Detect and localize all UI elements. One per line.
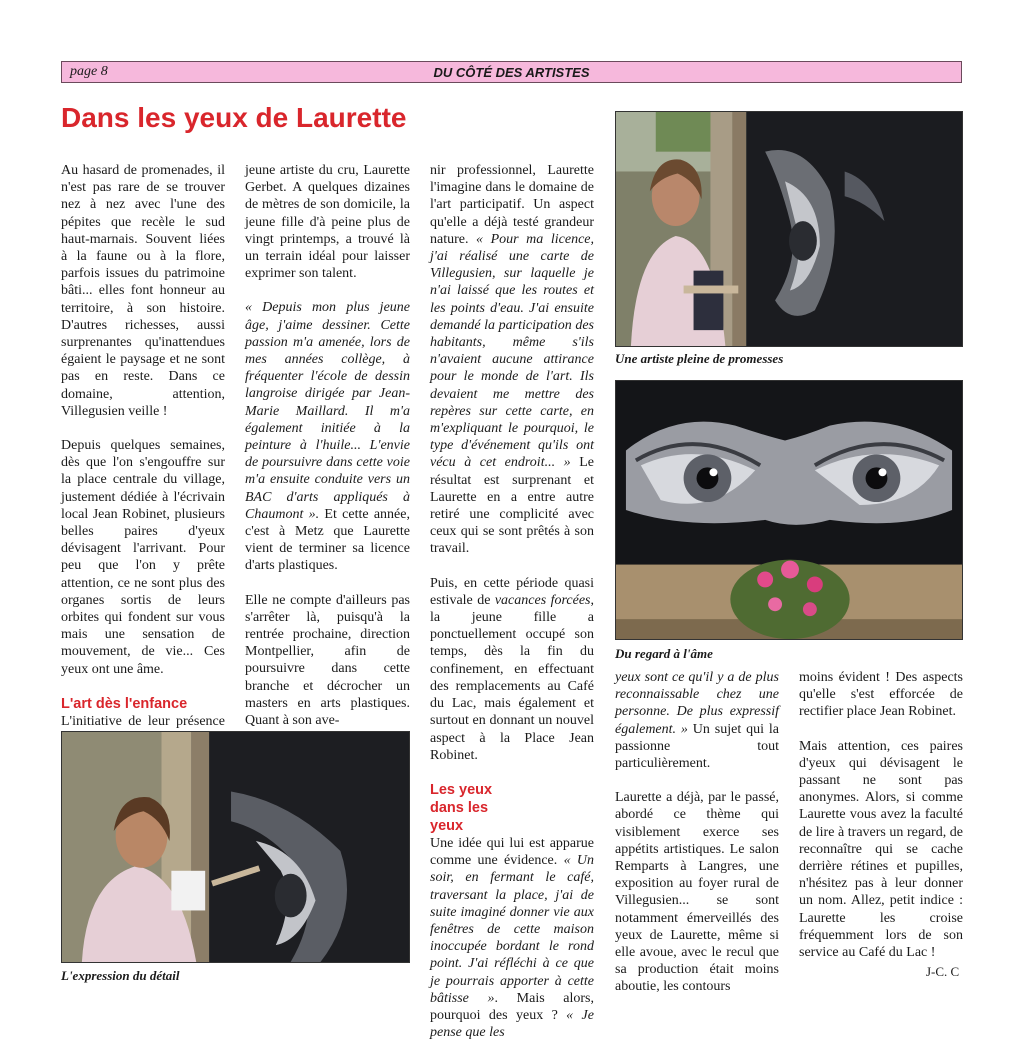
emphasis: vacances forcées (494, 592, 591, 608)
column-5 (799, 669, 963, 961)
paragraph: Au hasard de promenades, il n'est pas rare de se trouver nez à nez avec l'une des pépites que recèle le sud haut-marnais. Souvent liées à la faune ou à la flore, parfois issues du patrimoine bâti... elles font honneur au territoire, à son histoire. D'autres richesses, aussi surprenantes qu'inattendues égaient le paysage et ne sont pas en reste. Dans ce domaine, attention, Villegusien veille ! (61, 163, 225, 419)
quote: « Je pense que les (430, 1007, 594, 1041)
eyes-mural-photo (615, 380, 963, 640)
page-header (61, 61, 962, 83)
text: nir professionnel, Laurette l'imagine dans le domaine de l'art participatif. Un aspect qu'elle a déjà testé grandeur nature. (430, 163, 594, 247)
painting-detail-photo (61, 731, 410, 963)
quote: « Pour ma licence, j'ai réalisé une carte de Villegusien, sur laquelle je n'ai laissé que les routes et les points d'eau. J'ai ensuite demandé la participation des habitants, même s'ils n'avaient aucune attirance pour le monde de l'art. Ils devaient me mettre des repères sur cette carte, en m'expliquant le pourquoi, le type d'événement qu'ils ont vécu à cet endroit... » (430, 231, 594, 471)
text: Une idée qui lui est apparue comme une évidence. (430, 835, 594, 869)
paragraph (245, 299, 410, 574)
text: Le résultat est surprenant et Laurette en a entre autre retiré une complicité avec ceux qui se sont prêtés à son travail. (430, 455, 594, 557)
text: Un sujet qui la passionne tout particulièrement. (615, 721, 780, 772)
subheading: Les yeux dans les yeux (430, 781, 493, 834)
paragraph: Mais attention, ces paires d'yeux qui dévisagent le passant ne sont pas anonymes. Alors, si comme Laurette vous avez la faculté de lire à travers un regard, de reconnaître qui se cache derrière rétines et pupilles, n'hésitez pas à leur donner un nom. Allez, petit indice : Laurette les croise fréquemment lors de son service au Café du Lac ! (799, 738, 963, 961)
quote: yeux sont ce qu'il y a de plus reconnaissable chez une personne. De plus expressif également. » (615, 670, 779, 737)
caption: Une artiste pleine de promesses (615, 351, 784, 366)
column-2 (245, 162, 410, 729)
column-3 (430, 162, 594, 1041)
author-signature: J-C. C (926, 964, 960, 979)
text: . Mais alors, pourquoi des yeux ? (430, 990, 595, 1023)
paragraph (615, 669, 779, 772)
section-title: DU CÔTÉ DES ARTISTES (433, 65, 590, 80)
paragraph: moins évident ! Des aspects qu'elle s'est efforcée de rectifier place Jean Robinet. (799, 670, 963, 720)
caption: L'expression du détail (61, 968, 180, 983)
eyes-mural-image (616, 381, 962, 639)
column-4 (615, 669, 779, 996)
paragraph (430, 835, 594, 1041)
quote: « Un soir, en fermant le café, traversant la place, j'ai de suite imaginé donner vie aux fenêtres de cette maison inoccupée bordant le rond point. J'ai réfléchi à ce que je pourrais apporter à cette bâtisse » (430, 853, 594, 1006)
paragraph: Depuis quelques semaines, dès que l'on s'engouffre sur la place centrale du village, justement dédiée à l'écrivain local Jean Robinet, plusieurs belles paires d'yeux dévisagent l'arrivant. Pour peu que l'on y prête attention, ce ne sont plus des organes sortis de leurs orbites qui fondent sur vous mais une sensation de mouvement, de vie... Ces yeux ont une âme. (61, 438, 225, 677)
page-number: page 8 (70, 64, 108, 79)
caption: Du regard à l'âme (615, 646, 713, 661)
column-1 (61, 162, 225, 747)
subheading: L'art dès l'enfance (61, 695, 188, 712)
painting-detail-image (62, 732, 409, 962)
artist-photo-image (616, 112, 962, 346)
text: Et cette année, c'est à Metz que Laurette vient de terminer sa licence d'arts plastiques. (245, 506, 410, 574)
text: , la jeune fille a ponctuellement occupé son temps, dès la fin du confinement, en effectuant des remplacements au Café du Lac, mais également et surtout en donnant un nouvel aspect à la Place Jean Robinet. (430, 592, 594, 763)
quote: « Depuis mon plus jeune âge, j'aime dessiner. Cette passion m'a amenée, lors de mes années collège, à fréquenter l'école de dessin langroise dirigée par Jean-Marie Maillard. Il m'a également initiée à la peinture à l'huile... L'envie de poursuivre dans cette voie m'a ensuite conduite vers un BAC d'arts appliqués à Chaumont ». (245, 300, 410, 522)
text: Puis, en cette période quasi estivale de (430, 575, 594, 608)
artist-photo (615, 111, 963, 347)
paragraph: L'initiative de leur présence (61, 713, 225, 729)
paragraph: Elle ne compte d'ailleurs pas s'arrêter là, puisqu'à la rentrée prochaine, direction Montpellier, afin de poursuivre dans cette branche et décrocher un masters en arts plastiques. Quant à son ave- (245, 592, 410, 729)
paragraph: Laurette a déjà, par le passé, abordé ce thème qui visiblement exerce ses appétits artistiques. Le salon Remparts à Langres, une exposition au foyer rural de Villegusien... se sont notamment émerveillés des yeux de Laurette, même si elle avoue, avec le recul que sa production était moins aboutie, les contours (615, 790, 779, 995)
paragraph (430, 162, 594, 558)
paragraph: jeune artiste du cru, Laurette Gerbet. A quelques dizaines de mètres de son domicile, la jeune fille d'à peine plus de vingt printemps, a trouvé là un terrain idéal pour laisser exprimer son talent. (245, 163, 410, 282)
article-title: Dans les yeux de Laurette (61, 102, 407, 133)
paragraph (430, 575, 594, 764)
